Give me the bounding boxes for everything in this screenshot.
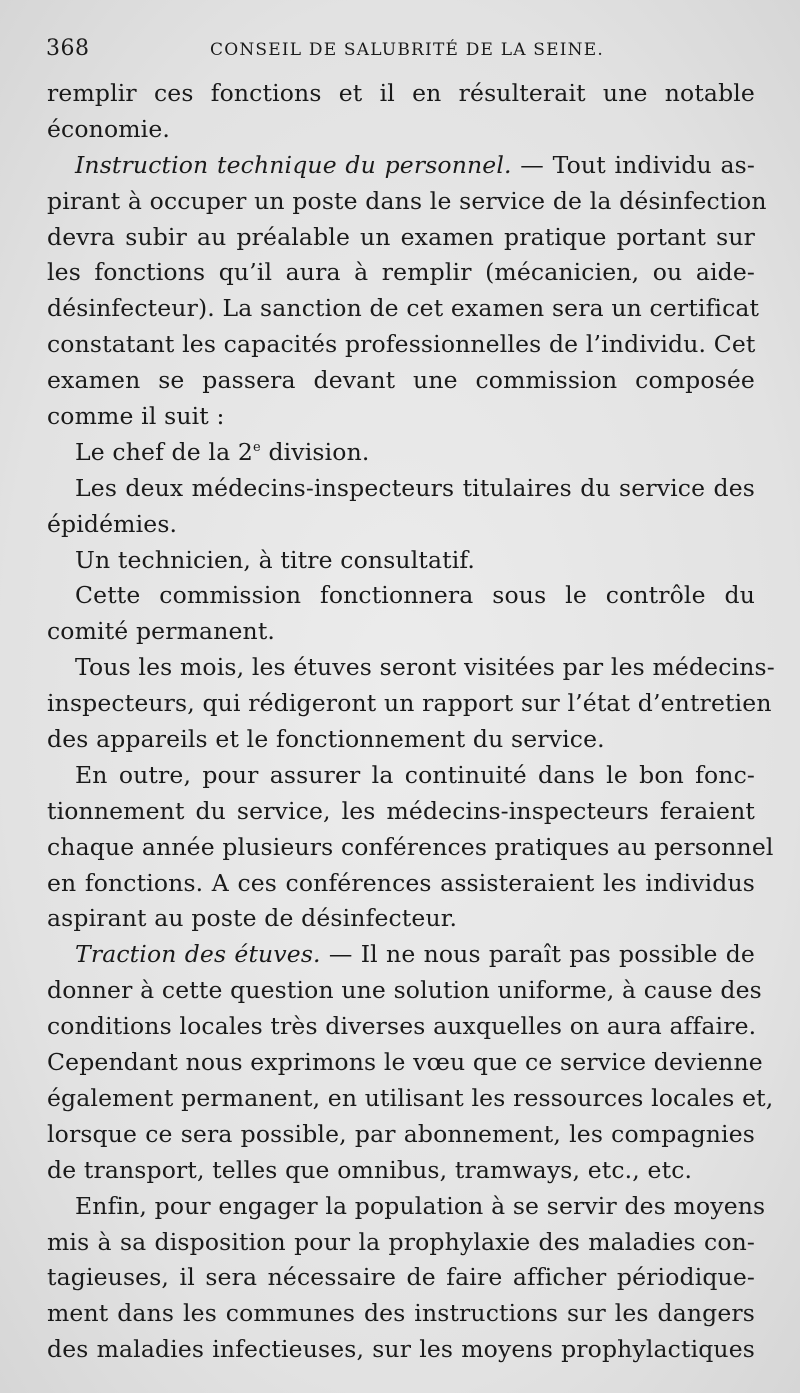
text-line: examen se passera devant une commission composée	[47, 366, 755, 395]
text-line: Cette commission fonctionnera sous le contrôle du	[75, 581, 755, 610]
text-line: En outre, pour assurer la continuité dans le bon fonc-	[75, 760, 755, 789]
text-line: aspirant au poste de désinfecteur.	[47, 904, 458, 933]
text-line: épidémies.	[47, 509, 178, 538]
text-line: les fonctions qu’il aura à remplir (mécanicien, ou aide-	[47, 258, 755, 287]
text-line: ment dans les communes des instructions sur les dangers	[47, 1299, 755, 1328]
list-item: Un technicien, à titre consultatif.	[75, 545, 476, 574]
text-line: devra subir au préalable un examen pratique portant sur	[47, 222, 755, 251]
text-line: tionnement du service, les médecins-inspecteurs feraient	[47, 796, 755, 825]
text-line: chaque année plusieurs conférences pratiques au personnel	[47, 832, 774, 861]
text-line: tagieuses, il sera nécessaire de faire afficher périodique-	[47, 1263, 755, 1292]
text-line: des appareils et le fonctionnement du service.	[47, 725, 605, 754]
text-line: en fonctions. A ces conférences assisteraient les individus	[47, 868, 755, 897]
text-span: division.	[260, 437, 370, 466]
text-line: Enfin, pour engager la population à se servir des moyens	[75, 1191, 766, 1220]
section-heading-instruction: Instruction technique du personnel.	[75, 150, 512, 179]
text-line: de transport, telles que omnibus, tramways, etc., etc.	[47, 1155, 693, 1184]
text-line: Cependant nous exprimons le vœu que ce service devienne	[47, 1048, 763, 1077]
section-heading-line	[47, 148, 755, 184]
body-text	[47, 76, 775, 1368]
superscript: e	[252, 439, 261, 455]
list-item	[47, 435, 755, 471]
text-span: — Il ne nous paraît pas possible de	[320, 940, 755, 969]
text-line: inspecteurs, qui rédigeront un rapport sur l’état d’entretien	[47, 689, 772, 718]
text-line: désinfecteur). La sanction de cet examen sera un certificat	[47, 294, 760, 323]
list-item: Les deux médecins-inspecteurs titulaires du service des	[75, 473, 755, 502]
section-heading-traction: Traction des étuves.	[75, 940, 321, 969]
text-line: comité permanent.	[47, 617, 276, 646]
text-line: lorsque ce sera possible, par abonnement, les compagnies	[47, 1119, 755, 1148]
text-line: conditions locales très diverses auxquelles on aura affaire.	[47, 1012, 757, 1041]
page-header	[46, 32, 766, 66]
text-line: économie.	[47, 114, 171, 143]
text-line: Tous les mois, les étuves seront visitées par les médecins-	[75, 653, 775, 682]
text-line: constatant les capacités professionnelles de l’individu. Cet	[47, 330, 756, 359]
text-line: remplir ces fonctions et il en résulterait une notable	[47, 79, 755, 107]
text-line: mis à sa disposition pour la prophylaxie des maladies con-	[47, 1227, 755, 1256]
page-number: 368	[46, 36, 90, 61]
text-span: Le chef de la 2	[75, 437, 253, 466]
text-line: également permanent, en utilisant les ressources locales et,	[47, 1083, 774, 1112]
text-line: comme il suit :	[47, 402, 225, 431]
text-line: donner à cette question une solution uniforme, à cause des	[47, 976, 762, 1005]
running-title: CONSEIL DE SALUBRITÉ DE LA SEINE.	[210, 40, 604, 60]
text-span: — Tout individu as-	[511, 150, 755, 179]
text-line: des maladies infectieuses, sur les moyens prophylactiques	[47, 1335, 755, 1364]
section-heading-line	[47, 937, 755, 973]
text-line: pirant à occuper un poste dans le service de la désinfection	[47, 186, 767, 215]
